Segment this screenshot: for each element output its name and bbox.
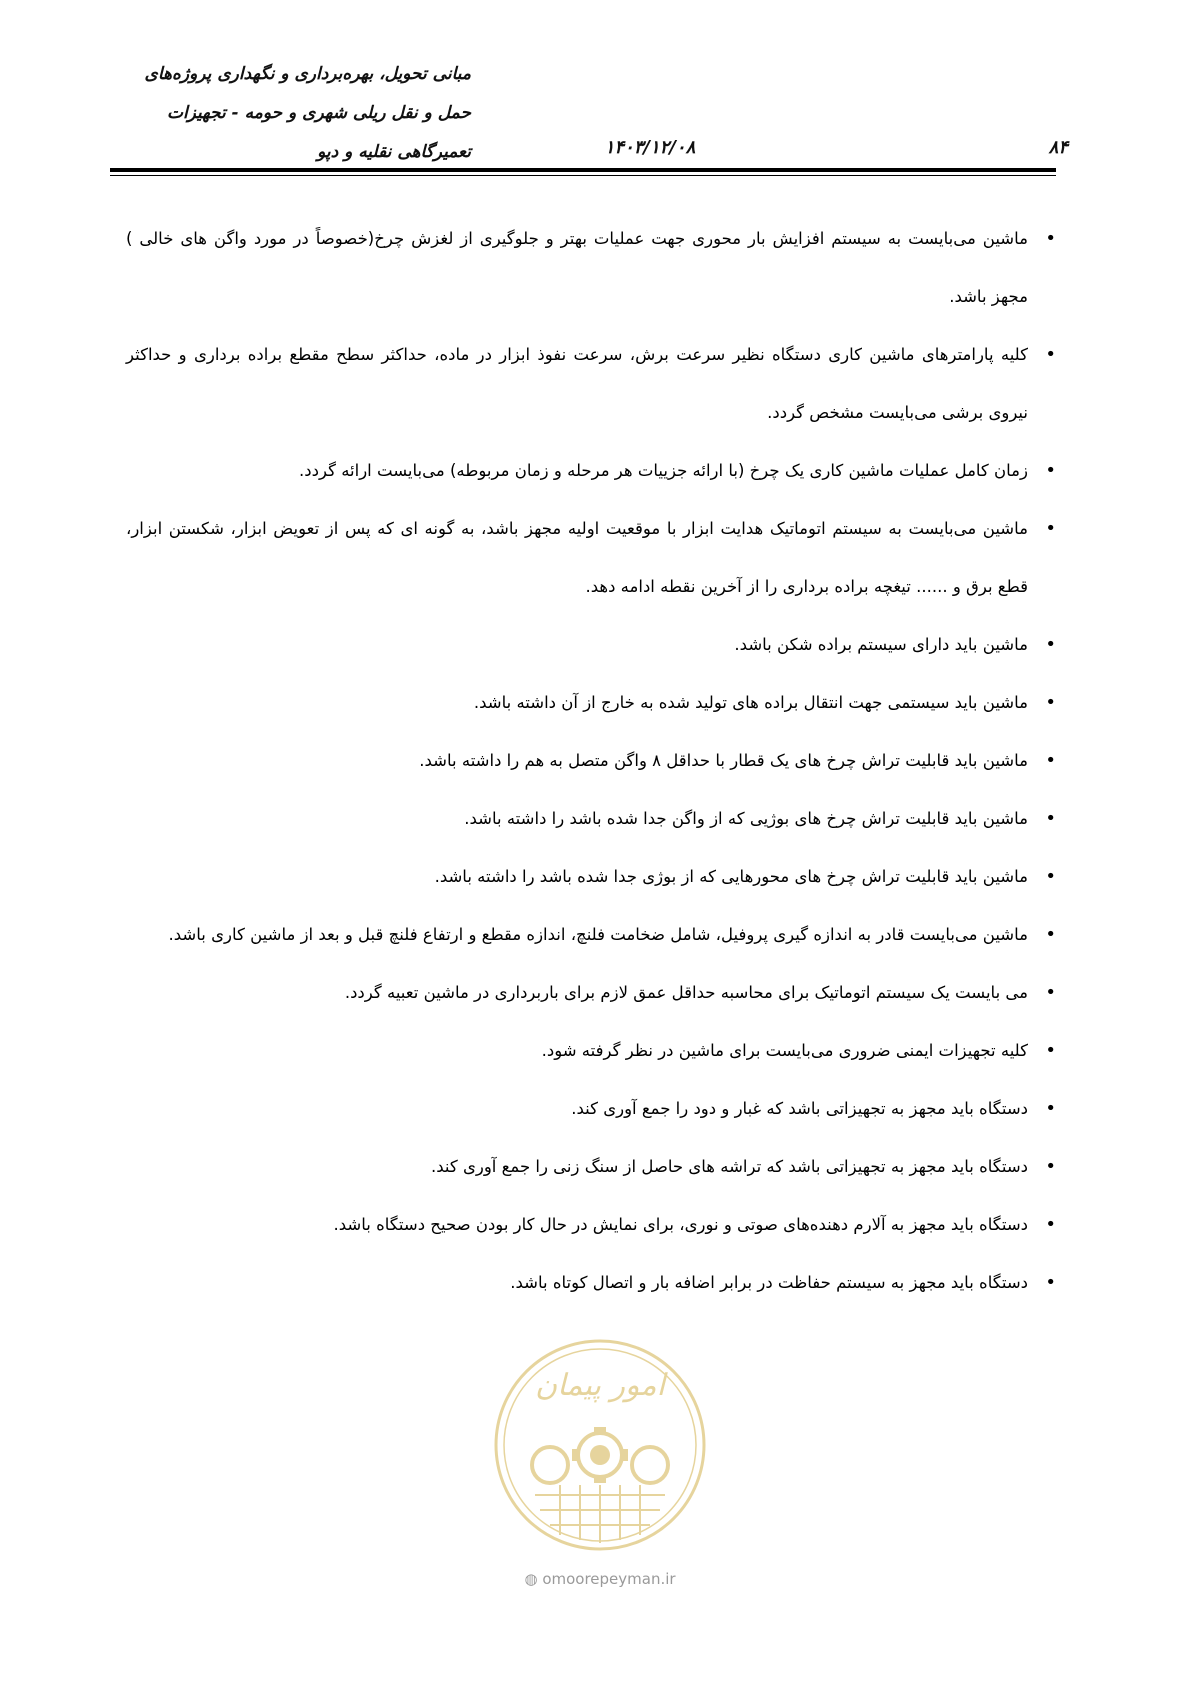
globe-icon: ◍: [524, 1570, 538, 1588]
list-item: • ماشین باید قابلیت تراش چرخ های محورهایی که از بوژی جدا شده باشد را داشته باشد.: [126, 848, 1056, 906]
list-item: • ماشین می‌بایست قادر به اندازه گیری پروفیل، شامل ضخامت فلنچ، اندازه مقطع و ارتفاع فلنچ قبل و بعد از ماشین کاری باشد.: [126, 906, 1056, 964]
requirements-list: [126, 210, 1056, 1312]
list-item: • کلیه تجهیزات ایمنی ضروری می‌بایست برای ماشین در نظر گرفته شود.: [126, 1022, 1056, 1080]
list-item: • کلیه پارامترهای ماشین کاری دستگاه نظیر سرعت برش، سرعت نفوذ ابزار در ماده، حداکثر سطح مقطع براده برداری و حداکثر نیروی برشی می‌بایست مشخص گردد.: [126, 326, 1056, 442]
list-item: • ماشین می‌بایست به سیستم افزایش بار محوری جهت عملیات بهتر و جلوگیری از لغزش چرخ(خصوصاً در مورد واگن های خالی ) مجهز باشد.: [126, 210, 1056, 326]
header-date: ۱۴۰۳/۱۲/۰۸: [604, 137, 696, 158]
header-rule-thin: [110, 175, 1056, 176]
watermark-url-text: omoorepeyman.ir: [542, 1570, 676, 1588]
watermark-logo: [490, 1335, 710, 1555]
list-item: • ماشین می‌بایست به سیستم اتوماتیک هدایت ابزار با موقعیت اولیه مجهز باشد، به گونه ای که پس از تعویض ابزار، شکستن ابزار، قطع برق و ...... تیغچه براده برداری را از آخرین نقطه ادامه دهد.: [126, 500, 1056, 616]
header-title-line-3: تعمیرگاهی نقلیه و دپو: [317, 142, 471, 162]
header-title-line-2: حمل و نقل ریلی شهری و حومه - تجهیزات: [166, 103, 471, 123]
list-item: • دستگاه باید مجهز به آلارم دهنده‌های صوتی و نوری، برای نمایش در حال کار بودن صحیح دستگاه باشد.: [126, 1196, 1056, 1254]
list-item: • دستگاه باید مجهز به تجهیزاتی باشد که تراشه های حاصل از سنگ زنی را جمع آوری کند.: [126, 1138, 1056, 1196]
list-item: • ماشین باید قابلیت تراش چرخ های یک قطار با حداقل ۸ واگن متصل به هم را داشته باشد.: [126, 732, 1056, 790]
list-item: • زمان کامل عملیات ماشین کاری یک چرخ (با ارائه جزییات هر مرحله و زمان مربوطه) می‌بایست ارائه گردد.: [126, 442, 1056, 500]
list-item: • می بایست یک سیستم اتوماتیک برای محاسبه حداقل عمق لازم برای باربرداری در ماشین تعبیه گردد.: [126, 964, 1056, 1022]
list-item: • ماشین باید دارای سیستم براده شکن باشد.: [126, 616, 1056, 674]
list-item: • ماشین باید قابلیت تراش چرخ های بوژیی که از واگن جدا شده باشد را داشته باشد.: [126, 790, 1056, 848]
page-number: ۸۴: [1048, 137, 1068, 158]
list-item: • ماشین باید سیستمی جهت انتقال براده های تولید شده به خارج از آن داشته باشد.: [126, 674, 1056, 732]
watermark-url: [480, 1570, 720, 1588]
body-content: [126, 210, 1056, 1312]
list-item: • دستگاه باید مجهز به تجهیزاتی باشد که غبار و دود را جمع آوری کند.: [126, 1080, 1056, 1138]
list-item: • دستگاه باید مجهز به سیستم حفاظت در برابر اضافه بار و اتصال کوتاه باشد.: [126, 1254, 1056, 1312]
header-title-line-1: مبانی تحویل، بهره‌برداری و نگهداری پروژه‌های: [144, 64, 471, 84]
watermark-logo-text: امور پیمان: [535, 1368, 665, 1403]
header-rule-thick: [110, 168, 1056, 172]
